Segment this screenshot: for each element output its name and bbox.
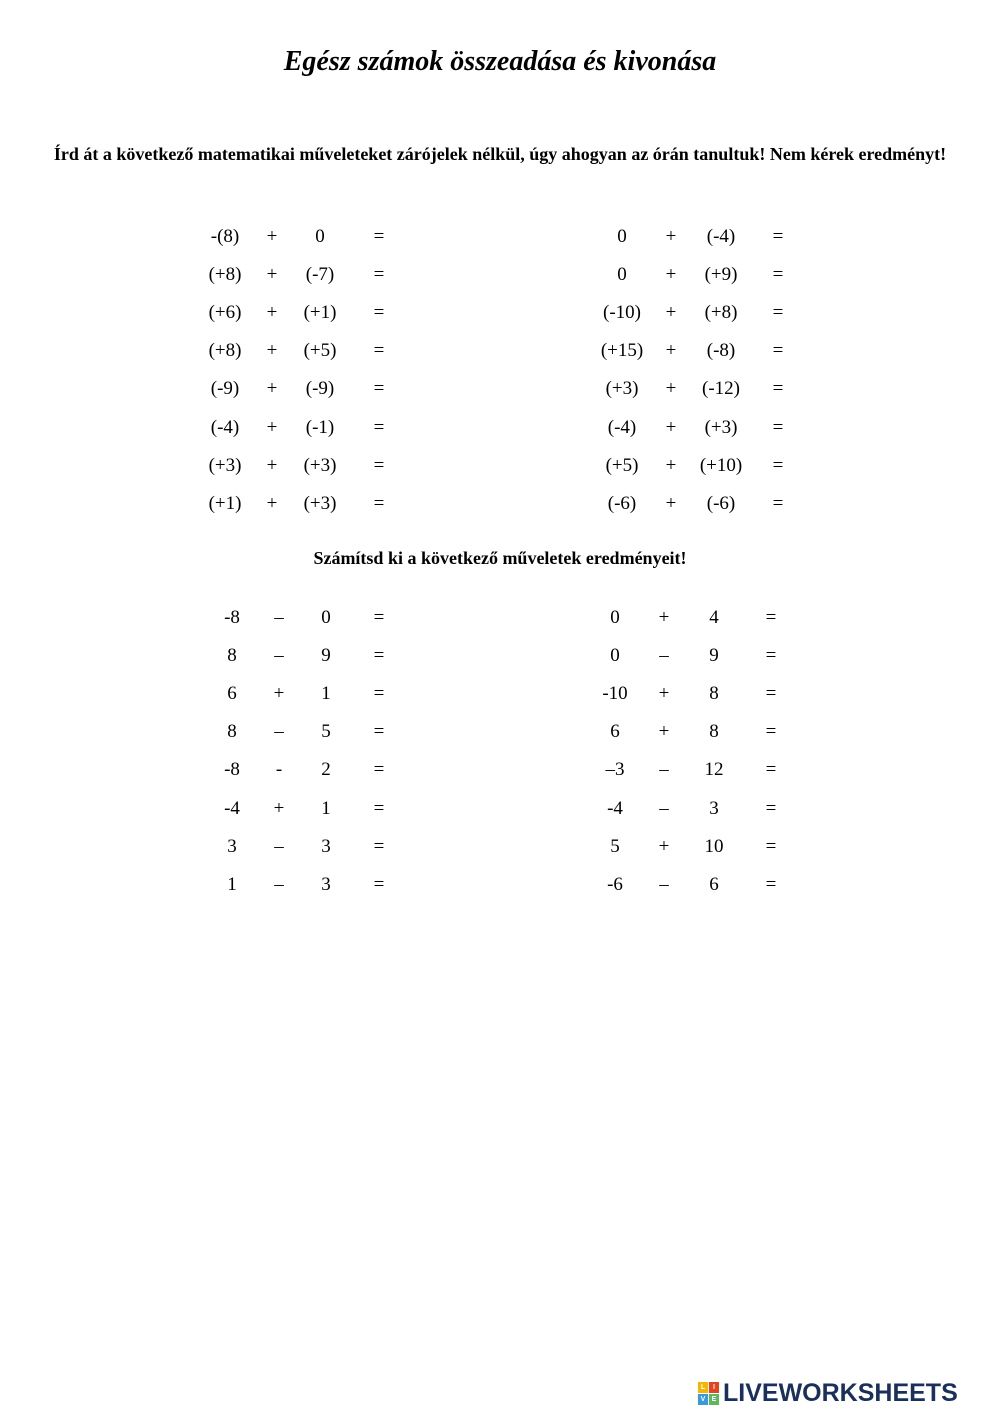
operand-2: 0: [315, 226, 325, 247]
operand-1: (+8): [208, 264, 242, 286]
logo-text: LIVEWORKSHEETS: [723, 1378, 958, 1407]
operand-1: (+5): [605, 454, 639, 476]
logo-letter: L: [698, 1382, 708, 1393]
exercise-row: [0, 874, 1000, 904]
operand-1: (-4): [607, 416, 637, 438]
logo-letter: V: [698, 1394, 708, 1405]
operand-1: (-6): [607, 492, 637, 514]
exercise-row: [0, 798, 1000, 828]
operator: +: [665, 454, 677, 476]
operator: –: [274, 873, 284, 895]
operator: +: [665, 378, 677, 400]
operand-2: 2: [321, 759, 331, 781]
operand-1: (-9): [210, 378, 240, 400]
operand-2: 10: [704, 835, 724, 857]
operand-2: (+5): [303, 340, 337, 362]
exercise-row: [0, 645, 1000, 675]
section2-instruction: Számítsd ki a következő műveletek eredményeit!: [313, 548, 687, 568]
operand-1: 0: [617, 264, 627, 286]
equals-sign: =: [373, 683, 385, 705]
equals-sign: =: [772, 340, 784, 362]
equals-sign: =: [373, 264, 385, 286]
operand-2: 0: [321, 607, 331, 628]
operand-1: 8: [227, 645, 237, 667]
exercise-row: [0, 759, 1000, 789]
equals-sign: =: [765, 721, 777, 743]
operator: +: [658, 607, 670, 628]
equals-sign: =: [772, 416, 784, 438]
operator: +: [266, 416, 278, 438]
equals-sign: =: [373, 302, 385, 324]
operator: +: [266, 340, 278, 362]
equals-sign: =: [373, 721, 385, 743]
exercise-row: [0, 493, 1000, 523]
operand-1: 0: [610, 645, 620, 667]
operator: +: [665, 264, 677, 286]
operand-2: (-8): [706, 340, 736, 362]
operator: +: [266, 454, 278, 476]
equals-sign: =: [772, 226, 784, 247]
operator: +: [266, 492, 278, 514]
operand-2: 6: [709, 873, 719, 895]
exercise-row: [0, 302, 1000, 332]
operator: +: [658, 683, 670, 705]
operand-1: -(8): [210, 226, 240, 247]
operator: –: [659, 797, 669, 819]
operator: –: [274, 721, 284, 743]
equals-sign: =: [373, 873, 385, 895]
equals-sign: =: [373, 378, 385, 400]
operand-1: (-4): [210, 416, 240, 438]
operand-2: (+8): [704, 302, 738, 324]
equals-sign: =: [373, 759, 385, 781]
operand-2: (+3): [704, 416, 738, 438]
operand-2: 12: [704, 759, 724, 781]
operator: +: [658, 721, 670, 743]
equals-sign: =: [765, 873, 777, 895]
operand-1: 8: [227, 721, 237, 743]
operand-2: (-4): [706, 226, 736, 247]
exercise-row: [0, 340, 1000, 370]
operand-1: -4: [607, 797, 623, 819]
operand-1: 6: [227, 683, 237, 705]
page-title: Egész számok összeadása és kivonása: [283, 46, 717, 77]
equals-sign: =: [772, 264, 784, 286]
operand-1: -6: [607, 873, 623, 895]
equals-sign: =: [765, 683, 777, 705]
operand-2: 5: [321, 721, 331, 743]
operand-2: 8: [709, 721, 719, 743]
operand-1: 0: [617, 226, 627, 247]
operator: –: [659, 759, 669, 781]
operand-1: 6: [610, 721, 620, 743]
exercise-row: [0, 721, 1000, 751]
operator: +: [273, 683, 285, 705]
equals-sign: =: [373, 340, 385, 362]
operator: +: [665, 302, 677, 324]
logo-letter: I: [709, 1382, 719, 1393]
equals-sign: =: [373, 226, 385, 247]
operand-2: 3: [321, 873, 331, 895]
operand-2: (-1): [305, 416, 335, 438]
operand-2: 8: [709, 683, 719, 705]
operand-1: (+3): [605, 378, 639, 400]
operator: +: [266, 226, 278, 247]
equals-sign: =: [765, 759, 777, 781]
operand-1: (+3): [208, 454, 242, 476]
exercise-row: [0, 417, 1000, 447]
exercise-row: [0, 378, 1000, 408]
operand-2: 3: [709, 797, 719, 819]
operand-2: 1: [321, 683, 331, 705]
exercise-row: [0, 264, 1000, 294]
equals-sign: =: [373, 416, 385, 438]
equals-sign: =: [765, 645, 777, 667]
operand-1: –3: [605, 759, 625, 781]
operator: +: [266, 302, 278, 324]
operator: +: [658, 835, 670, 857]
equals-sign: =: [373, 797, 385, 819]
operand-1: -4: [224, 797, 240, 819]
operator: +: [266, 378, 278, 400]
operand-2: (+1): [303, 302, 337, 324]
live-icon: [698, 1382, 719, 1405]
operand-2: 9: [321, 645, 331, 667]
operand-2: 9: [709, 645, 719, 667]
operand-1: -10: [602, 683, 628, 705]
operator: +: [273, 797, 285, 819]
liveworksheets-logo: [698, 1378, 958, 1408]
equals-sign: =: [373, 607, 385, 628]
operator: –: [659, 645, 669, 667]
exercise-row: [0, 455, 1000, 485]
operand-2: (-7): [305, 264, 335, 286]
operand-2: (-6): [706, 492, 736, 514]
logo-letter: E: [709, 1394, 719, 1405]
operator: +: [665, 416, 677, 438]
operand-1: (+15): [600, 340, 644, 362]
section1-instruction: Írd át a következő matematikai műveleteket zárójelek nélkül, úgy ahogyan az órán tanultuk! Nem kérek eredményt!: [53, 144, 947, 164]
operand-1: 0: [610, 607, 620, 628]
operand-1: (-10): [603, 302, 641, 324]
operator: +: [665, 492, 677, 514]
operand-2: (+9): [704, 264, 738, 286]
operand-2: (+10): [699, 454, 743, 476]
equals-sign: =: [373, 835, 385, 857]
operator: –: [274, 607, 284, 628]
operand-1: (+1): [208, 492, 242, 514]
exercise-row: [0, 226, 1000, 256]
operand-1: -8: [224, 607, 240, 628]
equals-sign: =: [373, 645, 385, 667]
operator: –: [659, 873, 669, 895]
exercise-row: [0, 607, 1000, 637]
operand-2: 1: [321, 797, 331, 819]
operand-1: 3: [227, 835, 237, 857]
equals-sign: =: [772, 302, 784, 324]
operand-1: (+6): [208, 302, 242, 324]
operator: +: [665, 340, 677, 362]
operand-2: (-12): [702, 378, 740, 400]
operand-2: 4: [709, 607, 719, 628]
equals-sign: =: [772, 492, 784, 514]
operand-2: (+3): [303, 492, 337, 514]
equals-sign: =: [765, 607, 777, 628]
equals-sign: =: [772, 378, 784, 400]
operator: –: [274, 835, 284, 857]
equals-sign: =: [772, 454, 784, 476]
operand-1: 1: [227, 873, 237, 895]
operator: +: [665, 226, 677, 247]
exercise-row: [0, 836, 1000, 866]
equals-sign: =: [765, 797, 777, 819]
operand-1: (+8): [208, 340, 242, 362]
equals-sign: =: [373, 454, 385, 476]
equals-sign: =: [765, 835, 777, 857]
operator: +: [266, 264, 278, 286]
exercise-row: [0, 683, 1000, 713]
operand-1: 5: [610, 835, 620, 857]
equals-sign: =: [373, 492, 385, 514]
operator: –: [274, 645, 284, 667]
operand-2: 3: [321, 835, 331, 857]
operand-2: (+3): [303, 454, 337, 476]
operand-1: -8: [224, 759, 240, 781]
operand-2: (-9): [305, 378, 335, 400]
operator: -: [275, 759, 283, 781]
